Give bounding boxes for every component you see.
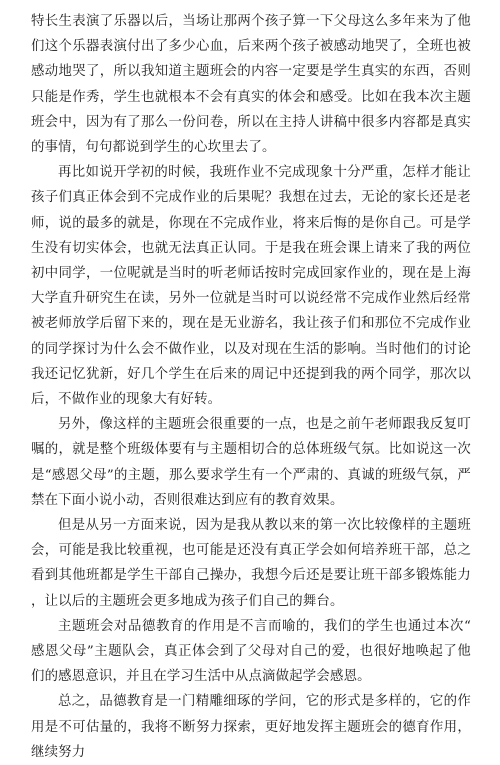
paragraph-5: 主题班会对品德教育的作用是不言而喻的，我们的学生也通过本次“感恩父母”主题队会，真正体会到了父母对自己的爱，也很好地唤起了他们的感恩意识，并且在学习生活中从点滴做起学会感恩。 bbox=[31, 618, 471, 685]
paragraph-2: 再比如说开学初的时候，我班作业不完成现象十分严重，怎样才能让孩子们真正体会到不完成作业的后果呢？我想在过去，无论的家长还是老师，说的最多的就是，你现在不完成作业，将来后悔的是你自己。可是学生没有切实体会，也就无法真正认同。于是我在班会课上请来了我的两位初中同学，一位呢就是当时的听老师话按时完成回家作业的，现在是上海大学直升研究生在读，另外一位就是当时可以说经常不完成作业然后经常被老师放学后留下来的，现在是无业游名，我让孩子们和那位不完成作业的同学探讨为什么会不做作业，以及对现在生活的影响。当时他们的讨论我还记忆犹新，好几个学生在后来的周记中还提到我的两个同学，那次以后，不做作业的现象大有好转。 bbox=[31, 165, 471, 408]
document-body bbox=[31, 9, 471, 765]
paragraph-1: 特长生表演了乐器以后，当场让那两个孩子算一下父母这么多年来为了他们这个乐器表演付出了多少心血，后来两个孩子被感动地哭了，全班也被感动地哭了，所以我知道主题班会的内容一定要是学生真实的东西，否则只能是作秀，学生也就根本不会有真实的体会和感受。比如在我本次主题班会中，因为有了那么一份问卷，所以在主持人讲稿中很多内容都是真实的事情，句句都说到学生的心坎里去了。 bbox=[31, 14, 471, 156]
paragraph-4: 但是从另一方面来说，因为是我从教以来的第一次比较像样的主题班会，可能是我比较重视，也可能是还没有真正学会如何培养班干部，总之看到其他班都是学生干部自己操办，我想今后还是要让班干部多锻炼能力，让以后的主题班会更多地成为孩子们自己的舞台。 bbox=[31, 518, 471, 609]
paragraph-6: 总之，品德教育是一门精雕细琢的学问，它的形式是多样的，它的作用是不可估量的，我将不断努力探索，更好地发挥主题班会的德育作用，继续努力 bbox=[31, 694, 471, 760]
paragraph-3: 另外，像这样的主题班会很重要的一点，也是之前午老师跟我反复叮嘱的，就是整个班级体要有与主题相切合的总体班级气氛。比如说这一次是“感恩父母”的主题，那么要求学生有一个严肃的、真诚的班级气氛，严禁在下面小说小动，否则很难达到应有的教育效果。 bbox=[31, 417, 471, 508]
